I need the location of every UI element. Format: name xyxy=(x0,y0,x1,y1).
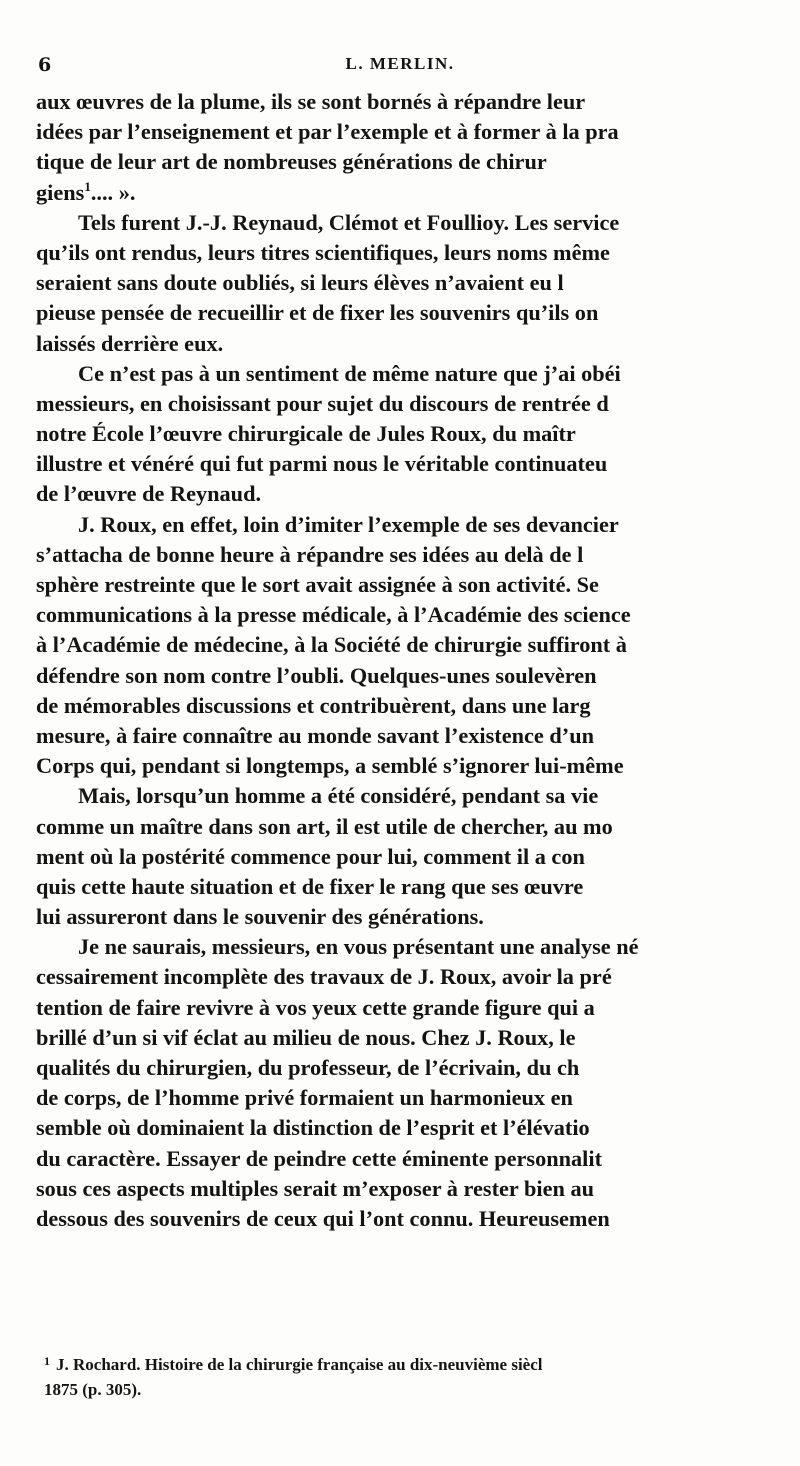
footnote-reference: 1 xyxy=(84,178,91,194)
footnote-text-2: 1875 (p. 305). xyxy=(44,1380,142,1399)
body-text xyxy=(36,87,800,1234)
text-line: défendre son nom contre l’oubli. Quelques-unes soulevèren xyxy=(36,662,597,688)
text-line: mesure, à faire connaître au monde savant l’existence d’un xyxy=(36,722,595,748)
footnote-line xyxy=(44,1377,800,1402)
text-line: tique de leur art de nombreuses générations de chirur xyxy=(36,149,547,175)
text-line: messieurs, en choisissant pour sujet du discours de rentrée d xyxy=(36,390,609,416)
text-line: communications à la presse médicale, à l’Académie des science xyxy=(36,602,631,628)
text-line: Tels furent J.-J. Reynaud, Clémot et Foullioy. Les service xyxy=(78,209,620,235)
text-line: semble où dominaient la distinction de l’esprit et l’élévatio xyxy=(36,1115,590,1141)
running-head: L. MERLIN. xyxy=(345,54,455,73)
text-line: J. Roux, en effet, loin d’imiter l’exemple de ses devancier xyxy=(78,511,619,537)
text-line: qu’ils ont rendus, leurs titres scientifiques, leurs noms même xyxy=(36,239,610,265)
text-line: qualités du chirurgien, du professeur, de l’écrivain, du ch xyxy=(36,1055,580,1080)
text-line: seraient sans doute oubliés, si leurs élèves n’avaient eu l xyxy=(36,270,564,296)
text-line: sphère restreinte que le sort avait assignée à son activité. Se xyxy=(36,572,599,597)
text-line: ment où la postérité commence pour lui, comment il a con xyxy=(36,843,585,869)
text-line: aux œuvres de la plume, ils se sont bornés à répandre leur xyxy=(36,89,586,114)
text-line: giens$^1$.... ». xyxy=(36,178,136,205)
text-line: Ce n’est pas à un sentiment de même nature que j’ai obéi xyxy=(78,360,621,386)
text-line: quis cette haute situation et de fixer le rang que ses œuvre xyxy=(36,873,584,899)
text-line: Corps qui, pendant si longtemps, a semblé s’ignorer lui-même xyxy=(36,753,624,779)
text-line: lui assureront dans le souvenir des générations. xyxy=(36,904,484,930)
text-line: de mémorables discussions et contribuèrent, dans une larg xyxy=(36,692,591,718)
footnote-text-1: J. Rochard. Histoire de la chirurgie française au dix-neuvième siècl xyxy=(56,1355,543,1374)
text-line: notre École l’œuvre chirurgicale de Jules Roux, du maîtr xyxy=(36,421,576,447)
text-line: de l’œuvre de Reynaud. xyxy=(36,481,262,507)
text-line: à l’Académie de médecine, à la Société de chirurgie suffiront à xyxy=(36,632,627,658)
text-line: Mais, lorsqu’un homme a été considéré, pendant sa vie xyxy=(78,783,599,809)
text-line: Je ne saurais, messieurs, en vous présentant une analyse né xyxy=(78,934,639,960)
text-line: brillé d’un si vif éclat au milieu de nous. Chez J. Roux, le xyxy=(36,1024,576,1050)
text-line: s’attacha de bonne heure à répandre ses idées au delà de l xyxy=(36,541,584,567)
text-line: dessous des souvenirs de ceux qui l’ont connu. Heureusemen xyxy=(36,1205,610,1231)
text-line: cessairement incomplète des travaux de J. Roux, avoir la pré xyxy=(36,964,612,990)
text-line: illustre et vénéré qui fut parmi nous le véritable continuateu xyxy=(36,451,608,477)
text-line: laissés derrière eux. xyxy=(36,330,224,356)
text-line: du caractère. Essayer de peindre cette éminente personnalit xyxy=(36,1145,602,1171)
text-line: comme un maître dans son art, il est utile de chercher, au mo xyxy=(36,813,613,839)
text-line: tention de faire revivre à vos yeux cette grande figure qui a xyxy=(36,994,595,1020)
text-line: idées par l’enseignement et par l’exemple et à former à la pra xyxy=(36,119,619,145)
page-header xyxy=(0,54,800,84)
footnote xyxy=(44,1349,800,1402)
text-line: de corps, de l’homme privé formaient un harmonieux en xyxy=(36,1085,573,1111)
footnote-mark: 1 xyxy=(44,1354,50,1368)
text-line: pieuse pensée de recueillir et de fixer les souvenirs qu’ils on xyxy=(36,300,599,326)
text-line: sous ces aspects multiples serait m’exposer à rester bien au xyxy=(36,1175,594,1201)
footnote-line xyxy=(44,1349,800,1377)
page-number: 6 xyxy=(38,54,52,76)
